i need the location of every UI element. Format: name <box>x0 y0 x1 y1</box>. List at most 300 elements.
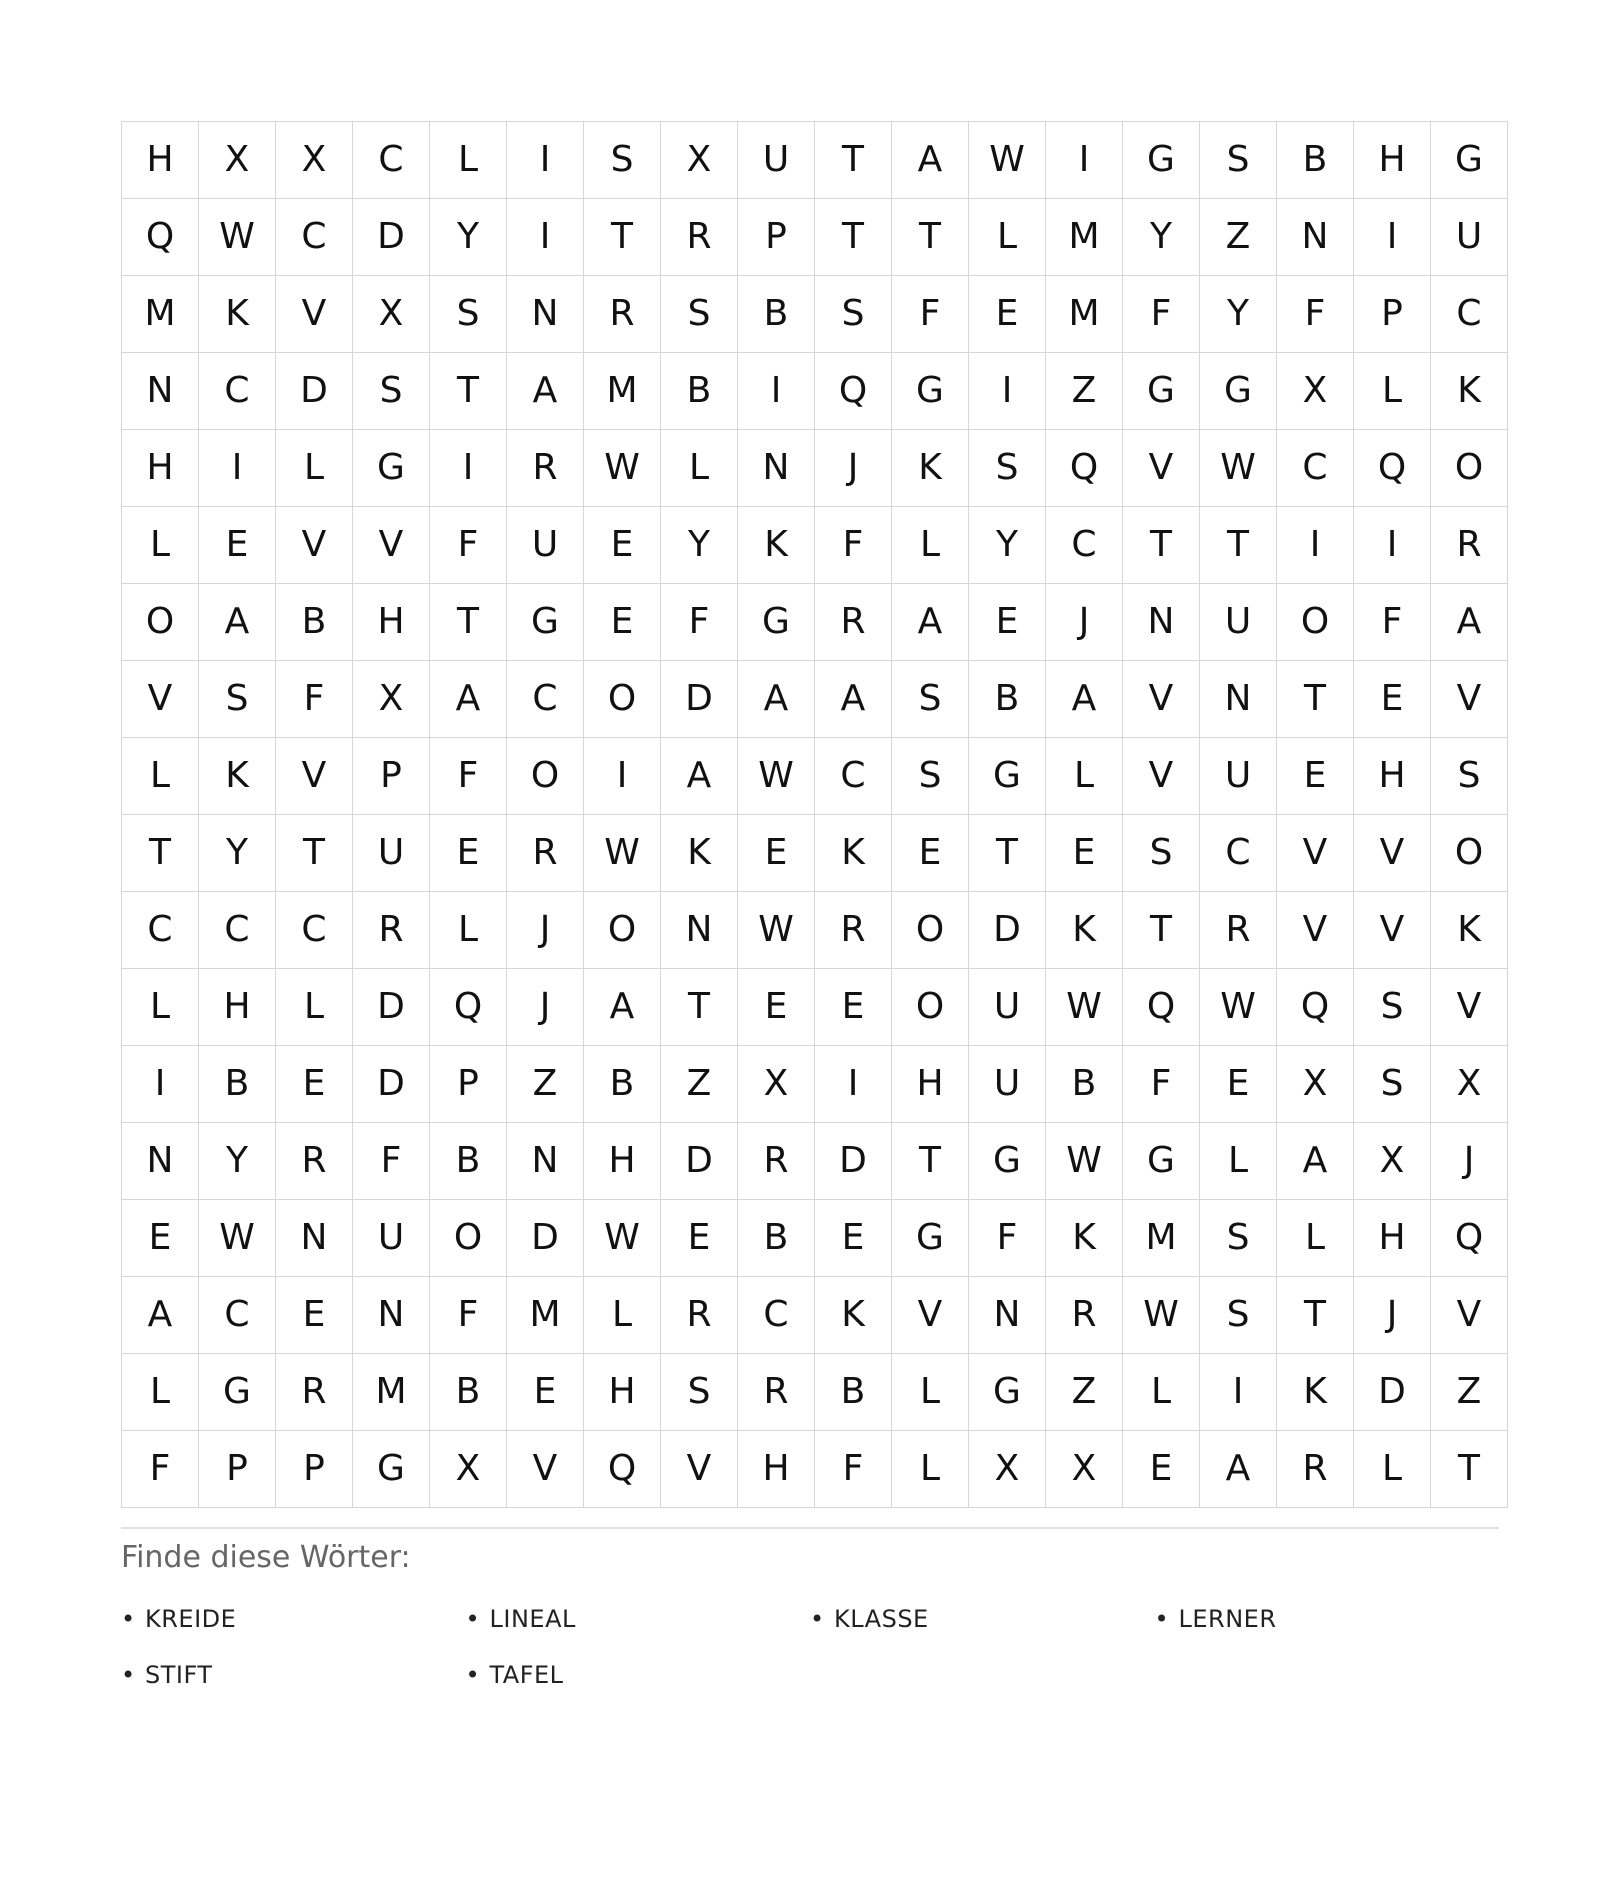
grid-cell[interactable]: I <box>738 353 815 430</box>
grid-cell[interactable]: N <box>738 430 815 507</box>
grid-cell[interactable]: R <box>276 1123 353 1200</box>
grid-cell[interactable]: U <box>969 1046 1046 1123</box>
grid-cell[interactable]: V <box>661 1431 738 1508</box>
grid-cell[interactable]: U <box>353 1200 430 1277</box>
grid-cell[interactable]: O <box>122 584 199 661</box>
grid-cell[interactable]: N <box>1123 584 1200 661</box>
grid-cell[interactable]: T <box>1431 1431 1508 1508</box>
grid-cell[interactable]: V <box>353 507 430 584</box>
grid-cell[interactable]: X <box>430 1431 507 1508</box>
grid-cell[interactable]: P <box>276 1431 353 1508</box>
grid-cell[interactable]: K <box>1046 892 1123 969</box>
grid-cell[interactable]: S <box>661 1354 738 1431</box>
grid-cell[interactable]: S <box>1431 738 1508 815</box>
grid-cell[interactable]: W <box>199 199 276 276</box>
grid-cell[interactable]: F <box>430 738 507 815</box>
grid-cell[interactable]: M <box>584 353 661 430</box>
grid-cell[interactable]: Z <box>1200 199 1277 276</box>
grid-cell[interactable]: P <box>430 1046 507 1123</box>
grid-cell[interactable]: Z <box>661 1046 738 1123</box>
grid-cell[interactable]: R <box>815 892 892 969</box>
grid-cell[interactable]: F <box>276 661 353 738</box>
grid-cell[interactable]: X <box>969 1431 1046 1508</box>
grid-cell[interactable]: L <box>122 969 199 1046</box>
grid-cell[interactable]: X <box>1354 1123 1431 1200</box>
grid-cell[interactable]: Q <box>1277 969 1354 1046</box>
grid-cell[interactable]: D <box>276 353 353 430</box>
grid-cell[interactable]: E <box>738 969 815 1046</box>
grid-cell[interactable]: L <box>276 969 353 1046</box>
grid-cell[interactable]: T <box>661 969 738 1046</box>
grid-cell[interactable]: F <box>1123 276 1200 353</box>
grid-cell[interactable]: H <box>1354 122 1431 199</box>
grid-cell[interactable]: Q <box>1431 1200 1508 1277</box>
grid-cell[interactable]: N <box>507 1123 584 1200</box>
grid-cell[interactable]: E <box>584 584 661 661</box>
grid-cell[interactable]: G <box>738 584 815 661</box>
grid-cell[interactable]: S <box>661 276 738 353</box>
grid-cell[interactable]: I <box>1200 1354 1277 1431</box>
grid-cell[interactable]: K <box>1046 1200 1123 1277</box>
grid-cell[interactable]: W <box>969 122 1046 199</box>
grid-cell[interactable]: W <box>584 430 661 507</box>
grid-cell[interactable]: V <box>1123 738 1200 815</box>
grid-cell[interactable]: T <box>276 815 353 892</box>
grid-cell[interactable]: A <box>661 738 738 815</box>
grid-cell[interactable]: G <box>1123 353 1200 430</box>
grid-cell[interactable]: P <box>738 199 815 276</box>
grid-cell[interactable]: K <box>738 507 815 584</box>
grid-cell[interactable]: S <box>892 661 969 738</box>
grid-cell[interactable]: C <box>353 122 430 199</box>
grid-cell[interactable]: A <box>1277 1123 1354 1200</box>
grid-cell[interactable]: C <box>507 661 584 738</box>
grid-cell[interactable]: A <box>122 1277 199 1354</box>
grid-cell[interactable]: J <box>1046 584 1123 661</box>
grid-cell[interactable]: C <box>122 892 199 969</box>
grid-cell[interactable]: F <box>430 507 507 584</box>
grid-cell[interactable]: K <box>1431 892 1508 969</box>
grid-cell[interactable]: C <box>276 199 353 276</box>
grid-cell[interactable]: X <box>276 122 353 199</box>
grid-cell[interactable]: O <box>892 892 969 969</box>
grid-cell[interactable]: X <box>1431 1046 1508 1123</box>
grid-cell[interactable]: T <box>1277 1277 1354 1354</box>
grid-cell[interactable]: S <box>1123 815 1200 892</box>
grid-cell[interactable]: R <box>507 430 584 507</box>
grid-cell[interactable]: S <box>969 430 1046 507</box>
grid-cell[interactable]: G <box>1123 122 1200 199</box>
grid-cell[interactable]: A <box>507 353 584 430</box>
grid-cell[interactable]: E <box>122 1200 199 1277</box>
grid-cell[interactable]: F <box>969 1200 1046 1277</box>
grid-cell[interactable]: V <box>1431 1277 1508 1354</box>
grid-cell[interactable]: V <box>1277 815 1354 892</box>
grid-cell[interactable]: I <box>969 353 1046 430</box>
grid-cell[interactable]: S <box>815 276 892 353</box>
grid-cell[interactable]: I <box>815 1046 892 1123</box>
grid-cell[interactable]: B <box>738 1200 815 1277</box>
grid-cell[interactable]: G <box>969 738 1046 815</box>
grid-cell[interactable]: W <box>1123 1277 1200 1354</box>
grid-cell[interactable]: J <box>507 892 584 969</box>
grid-cell[interactable]: Y <box>661 507 738 584</box>
grid-cell[interactable]: O <box>892 969 969 1046</box>
grid-cell[interactable]: X <box>353 661 430 738</box>
grid-cell[interactable]: S <box>353 353 430 430</box>
grid-cell[interactable]: B <box>738 276 815 353</box>
grid-cell[interactable]: O <box>507 738 584 815</box>
grid-cell[interactable]: I <box>507 122 584 199</box>
grid-cell[interactable]: H <box>1354 738 1431 815</box>
grid-cell[interactable]: V <box>1431 969 1508 1046</box>
grid-cell[interactable]: G <box>199 1354 276 1431</box>
grid-cell[interactable]: V <box>1123 661 1200 738</box>
grid-cell[interactable]: I <box>1277 507 1354 584</box>
grid-cell[interactable]: B <box>430 1354 507 1431</box>
grid-cell[interactable]: N <box>1200 661 1277 738</box>
grid-cell[interactable]: M <box>1046 199 1123 276</box>
grid-cell[interactable]: Z <box>1046 1354 1123 1431</box>
grid-cell[interactable]: S <box>199 661 276 738</box>
grid-cell[interactable]: G <box>892 1200 969 1277</box>
grid-cell[interactable]: D <box>969 892 1046 969</box>
grid-cell[interactable]: H <box>892 1046 969 1123</box>
grid-cell[interactable]: O <box>584 661 661 738</box>
grid-cell[interactable]: R <box>815 584 892 661</box>
grid-cell[interactable]: I <box>507 199 584 276</box>
grid-cell[interactable]: D <box>661 1123 738 1200</box>
grid-cell[interactable]: T <box>430 353 507 430</box>
grid-cell[interactable]: V <box>1123 430 1200 507</box>
grid-cell[interactable]: C <box>199 353 276 430</box>
grid-cell[interactable]: L <box>1277 1200 1354 1277</box>
grid-cell[interactable]: Q <box>122 199 199 276</box>
grid-cell[interactable]: M <box>122 276 199 353</box>
grid-cell[interactable]: N <box>661 892 738 969</box>
grid-cell[interactable]: X <box>1046 1431 1123 1508</box>
grid-cell[interactable]: K <box>815 1277 892 1354</box>
grid-cell[interactable]: A <box>1046 661 1123 738</box>
grid-cell[interactable]: C <box>1200 815 1277 892</box>
grid-cell[interactable]: N <box>276 1200 353 1277</box>
grid-cell[interactable]: F <box>661 584 738 661</box>
grid-cell[interactable]: L <box>969 199 1046 276</box>
grid-cell[interactable]: T <box>815 122 892 199</box>
grid-cell[interactable]: L <box>892 1431 969 1508</box>
grid-cell[interactable]: A <box>815 661 892 738</box>
grid-cell[interactable]: L <box>122 1354 199 1431</box>
grid-cell[interactable]: D <box>815 1123 892 1200</box>
grid-cell[interactable]: B <box>1277 122 1354 199</box>
grid-cell[interactable]: H <box>738 1431 815 1508</box>
grid-cell[interactable]: P <box>353 738 430 815</box>
grid-cell[interactable]: T <box>969 815 1046 892</box>
grid-cell[interactable]: X <box>1277 353 1354 430</box>
grid-cell[interactable]: R <box>1046 1277 1123 1354</box>
grid-cell[interactable]: F <box>815 507 892 584</box>
grid-cell[interactable]: L <box>430 122 507 199</box>
grid-cell[interactable]: T <box>122 815 199 892</box>
grid-cell[interactable]: L <box>661 430 738 507</box>
grid-cell[interactable]: F <box>122 1431 199 1508</box>
grid-cell[interactable]: A <box>1200 1431 1277 1508</box>
grid-cell[interactable]: G <box>507 584 584 661</box>
grid-cell[interactable]: A <box>738 661 815 738</box>
grid-cell[interactable]: X <box>199 122 276 199</box>
grid-cell[interactable]: M <box>1123 1200 1200 1277</box>
grid-cell[interactable]: T <box>815 199 892 276</box>
grid-cell[interactable]: L <box>276 430 353 507</box>
grid-cell[interactable]: T <box>892 199 969 276</box>
grid-cell[interactable]: F <box>1277 276 1354 353</box>
grid-cell[interactable]: A <box>430 661 507 738</box>
grid-cell[interactable]: R <box>1277 1431 1354 1508</box>
grid-cell[interactable]: G <box>892 353 969 430</box>
grid-cell[interactable]: U <box>1200 738 1277 815</box>
grid-cell[interactable]: J <box>1431 1123 1508 1200</box>
grid-cell[interactable]: I <box>1046 122 1123 199</box>
grid-cell[interactable]: O <box>1431 815 1508 892</box>
grid-cell[interactable]: B <box>661 353 738 430</box>
grid-cell[interactable]: V <box>1354 815 1431 892</box>
grid-cell[interactable]: T <box>430 584 507 661</box>
grid-cell[interactable]: A <box>584 969 661 1046</box>
grid-cell[interactable]: W <box>1200 430 1277 507</box>
grid-cell[interactable]: E <box>584 507 661 584</box>
grid-cell[interactable]: N <box>1277 199 1354 276</box>
grid-cell[interactable]: Q <box>815 353 892 430</box>
grid-cell[interactable]: B <box>584 1046 661 1123</box>
grid-cell[interactable]: O <box>430 1200 507 1277</box>
grid-cell[interactable]: E <box>1354 661 1431 738</box>
grid-cell[interactable]: E <box>661 1200 738 1277</box>
grid-cell[interactable]: B <box>969 661 1046 738</box>
grid-cell[interactable]: H <box>199 969 276 1046</box>
grid-cell[interactable]: C <box>276 892 353 969</box>
grid-cell[interactable]: R <box>584 276 661 353</box>
grid-cell[interactable]: I <box>1354 199 1431 276</box>
grid-cell[interactable]: J <box>1354 1277 1431 1354</box>
grid-cell[interactable]: A <box>892 584 969 661</box>
grid-cell[interactable]: B <box>1046 1046 1123 1123</box>
grid-cell[interactable]: X <box>353 276 430 353</box>
grid-cell[interactable]: O <box>1431 430 1508 507</box>
grid-cell[interactable]: C <box>199 1277 276 1354</box>
grid-cell[interactable]: T <box>1123 892 1200 969</box>
grid-cell[interactable]: W <box>1046 1123 1123 1200</box>
grid-cell[interactable]: G <box>353 1431 430 1508</box>
grid-cell[interactable]: B <box>276 584 353 661</box>
grid-cell[interactable]: X <box>1277 1046 1354 1123</box>
grid-cell[interactable]: F <box>1123 1046 1200 1123</box>
grid-cell[interactable]: U <box>969 969 1046 1046</box>
grid-cell[interactable]: V <box>507 1431 584 1508</box>
grid-cell[interactable]: K <box>661 815 738 892</box>
grid-cell[interactable]: E <box>276 1277 353 1354</box>
grid-cell[interactable]: D <box>1354 1354 1431 1431</box>
grid-cell[interactable]: W <box>1200 969 1277 1046</box>
grid-cell[interactable]: S <box>584 122 661 199</box>
grid-cell[interactable]: L <box>1123 1354 1200 1431</box>
grid-cell[interactable]: Y <box>969 507 1046 584</box>
grid-cell[interactable]: T <box>584 199 661 276</box>
grid-cell[interactable]: V <box>1354 892 1431 969</box>
grid-cell[interactable]: E <box>969 276 1046 353</box>
grid-cell[interactable]: N <box>969 1277 1046 1354</box>
grid-cell[interactable]: F <box>892 276 969 353</box>
grid-cell[interactable]: I <box>199 430 276 507</box>
grid-cell[interactable]: C <box>738 1277 815 1354</box>
grid-cell[interactable]: O <box>1277 584 1354 661</box>
grid-cell[interactable]: C <box>199 892 276 969</box>
grid-cell[interactable]: F <box>430 1277 507 1354</box>
grid-cell[interactable]: S <box>430 276 507 353</box>
grid-cell[interactable]: K <box>815 815 892 892</box>
grid-cell[interactable]: R <box>276 1354 353 1431</box>
grid-cell[interactable]: E <box>1277 738 1354 815</box>
grid-cell[interactable]: T <box>1200 507 1277 584</box>
grid-cell[interactable]: G <box>1200 353 1277 430</box>
grid-cell[interactable]: L <box>892 507 969 584</box>
grid-cell[interactable]: I <box>122 1046 199 1123</box>
grid-cell[interactable]: K <box>1431 353 1508 430</box>
grid-cell[interactable]: X <box>738 1046 815 1123</box>
grid-cell[interactable]: E <box>1200 1046 1277 1123</box>
grid-cell[interactable]: G <box>969 1354 1046 1431</box>
grid-cell[interactable]: J <box>507 969 584 1046</box>
grid-cell[interactable]: S <box>1200 1200 1277 1277</box>
grid-cell[interactable]: O <box>584 892 661 969</box>
grid-cell[interactable]: K <box>892 430 969 507</box>
grid-cell[interactable]: R <box>1200 892 1277 969</box>
grid-cell[interactable]: H <box>122 430 199 507</box>
grid-cell[interactable]: E <box>199 507 276 584</box>
grid-cell[interactable]: Q <box>430 969 507 1046</box>
grid-cell[interactable]: L <box>122 738 199 815</box>
grid-cell[interactable]: L <box>430 892 507 969</box>
grid-cell[interactable]: L <box>892 1354 969 1431</box>
grid-cell[interactable]: Y <box>199 1123 276 1200</box>
grid-cell[interactable]: J <box>815 430 892 507</box>
grid-cell[interactable]: L <box>1354 353 1431 430</box>
grid-cell[interactable]: S <box>1354 969 1431 1046</box>
grid-cell[interactable]: C <box>1277 430 1354 507</box>
grid-cell[interactable]: S <box>892 738 969 815</box>
grid-cell[interactable]: D <box>353 1046 430 1123</box>
grid-cell[interactable]: E <box>969 584 1046 661</box>
grid-cell[interactable]: Z <box>1431 1354 1508 1431</box>
grid-cell[interactable]: X <box>661 122 738 199</box>
grid-cell[interactable]: A <box>892 122 969 199</box>
grid-cell[interactable]: Y <box>199 815 276 892</box>
grid-cell[interactable]: M <box>1046 276 1123 353</box>
grid-cell[interactable]: B <box>430 1123 507 1200</box>
grid-cell[interactable]: U <box>353 815 430 892</box>
grid-cell[interactable]: E <box>892 815 969 892</box>
grid-cell[interactable]: H <box>1354 1200 1431 1277</box>
grid-cell[interactable]: Q <box>1123 969 1200 1046</box>
grid-cell[interactable]: Y <box>1200 276 1277 353</box>
grid-cell[interactable]: S <box>1354 1046 1431 1123</box>
grid-cell[interactable]: P <box>1354 276 1431 353</box>
grid-cell[interactable]: E <box>507 1354 584 1431</box>
grid-cell[interactable]: Z <box>507 1046 584 1123</box>
grid-cell[interactable]: Q <box>1046 430 1123 507</box>
grid-cell[interactable]: Q <box>584 1431 661 1508</box>
grid-cell[interactable]: V <box>892 1277 969 1354</box>
grid-cell[interactable]: R <box>738 1354 815 1431</box>
grid-cell[interactable]: W <box>738 738 815 815</box>
grid-cell[interactable]: Z <box>1046 353 1123 430</box>
grid-cell[interactable]: R <box>661 199 738 276</box>
grid-cell[interactable]: R <box>738 1123 815 1200</box>
grid-cell[interactable]: H <box>584 1354 661 1431</box>
grid-cell[interactable]: U <box>738 122 815 199</box>
grid-cell[interactable]: E <box>1123 1431 1200 1508</box>
grid-cell[interactable]: G <box>353 430 430 507</box>
grid-cell[interactable]: I <box>1354 507 1431 584</box>
grid-cell[interactable]: V <box>276 507 353 584</box>
grid-cell[interactable]: M <box>353 1354 430 1431</box>
grid-cell[interactable]: G <box>1431 122 1508 199</box>
grid-cell[interactable]: K <box>199 738 276 815</box>
grid-cell[interactable]: T <box>1277 661 1354 738</box>
grid-cell[interactable]: B <box>815 1354 892 1431</box>
grid-cell[interactable]: W <box>1046 969 1123 1046</box>
grid-cell[interactable]: C <box>1431 276 1508 353</box>
grid-cell[interactable]: V <box>1431 661 1508 738</box>
grid-cell[interactable]: V <box>276 738 353 815</box>
grid-cell[interactable]: F <box>815 1431 892 1508</box>
grid-cell[interactable]: R <box>507 815 584 892</box>
grid-cell[interactable]: R <box>661 1277 738 1354</box>
grid-cell[interactable]: Y <box>430 199 507 276</box>
grid-cell[interactable]: L <box>1046 738 1123 815</box>
grid-cell[interactable]: N <box>507 276 584 353</box>
grid-cell[interactable]: Y <box>1123 199 1200 276</box>
grid-cell[interactable]: H <box>122 122 199 199</box>
grid-cell[interactable]: R <box>353 892 430 969</box>
grid-cell[interactable]: K <box>1277 1354 1354 1431</box>
grid-cell[interactable]: V <box>122 661 199 738</box>
grid-cell[interactable]: U <box>1200 584 1277 661</box>
grid-cell[interactable]: T <box>892 1123 969 1200</box>
grid-cell[interactable]: W <box>199 1200 276 1277</box>
grid-cell[interactable]: E <box>738 815 815 892</box>
grid-cell[interactable]: W <box>584 815 661 892</box>
grid-cell[interactable]: S <box>1200 122 1277 199</box>
grid-cell[interactable]: E <box>430 815 507 892</box>
grid-cell[interactable]: I <box>584 738 661 815</box>
grid-cell[interactable]: Q <box>1354 430 1431 507</box>
grid-cell[interactable]: C <box>1046 507 1123 584</box>
grid-cell[interactable]: C <box>815 738 892 815</box>
grid-cell[interactable]: D <box>353 969 430 1046</box>
grid-cell[interactable]: U <box>1431 199 1508 276</box>
grid-cell[interactable]: I <box>430 430 507 507</box>
grid-cell[interactable]: N <box>122 353 199 430</box>
grid-cell[interactable]: F <box>353 1123 430 1200</box>
grid-cell[interactable]: A <box>1431 584 1508 661</box>
grid-cell[interactable]: N <box>122 1123 199 1200</box>
grid-cell[interactable]: K <box>199 276 276 353</box>
grid-cell[interactable]: H <box>353 584 430 661</box>
grid-cell[interactable]: N <box>353 1277 430 1354</box>
grid-cell[interactable]: G <box>1123 1123 1200 1200</box>
grid-cell[interactable]: F <box>1354 584 1431 661</box>
grid-cell[interactable]: W <box>584 1200 661 1277</box>
